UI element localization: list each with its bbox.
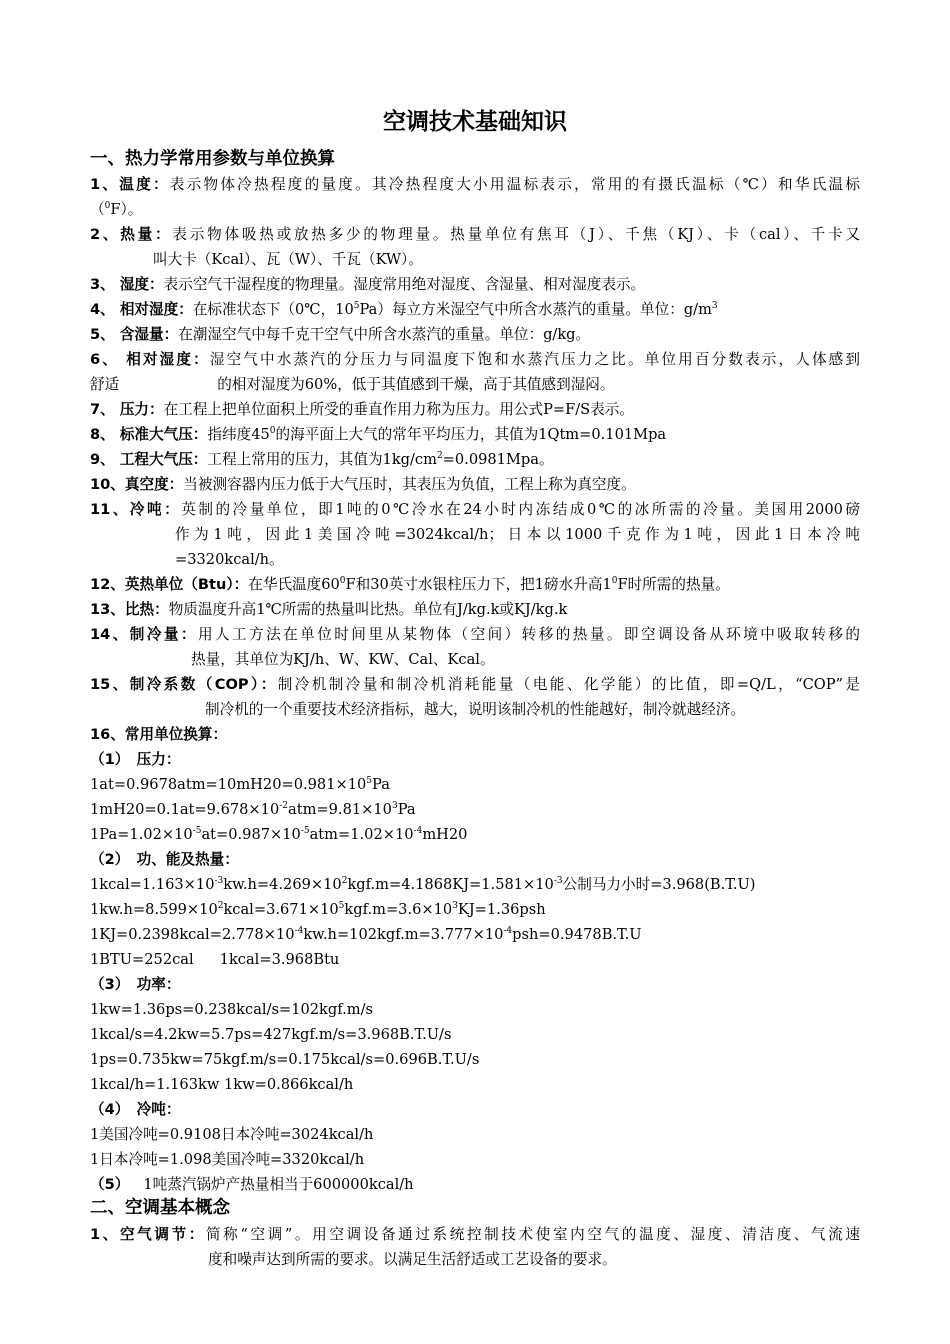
superscript: -2 (279, 801, 289, 811)
superscript: 5 (353, 301, 360, 311)
superscript: 5 (338, 901, 345, 911)
formula-line (90, 947, 860, 972)
item-relative-humidity-2-cont (90, 372, 860, 397)
item-cop-cont: 制冷机的一个重要技术经济指标，越大，说明该制冷机的性能越好，制冷就越经济。 (205, 701, 745, 718)
formula-line (90, 797, 860, 822)
cont-text: （ (90, 201, 105, 218)
item-text: F和30英寸水银柱压力下，把1磅水升高1 (345, 576, 612, 593)
item-label: 1、空气调节： (90, 1226, 206, 1243)
page-title: 空调技术基础知识 (383, 109, 567, 135)
superscript: -5 (192, 826, 202, 836)
formula-text: kgf.m=4.1868KJ=1.581×10 (347, 876, 554, 893)
formula-text: Pa (397, 801, 416, 818)
item-text: 表示物体冷热程度的量度。其冷热程度大小用温标表示，常用的有摄氏温标（℃）和华氏温标 (169, 176, 860, 193)
cont-text: 的相对湿度为60%，低于其值感到干燥，高于其值感到湿闷。 (217, 376, 615, 393)
superscript: 2 (436, 451, 443, 461)
item-text: F时所需的热量。 (617, 576, 730, 593)
formula-text: Pa (372, 776, 390, 793)
item-text: 在华氏温度60 (248, 576, 340, 593)
item-text: 湿空气中水蒸汽的分压力与同温度下饱和水蒸汽压力之比。单位用百分数表示，人体感到 (209, 351, 860, 368)
item-temperature-cont (90, 197, 860, 222)
item-refrigeration-ton-cont: 作为1吨，因此1美国冷吨=3024kcal/h；日本以1000千克作为1吨，因此1日本冷吨 (175, 526, 860, 543)
formula-text: at=0.987×10 (201, 826, 301, 843)
item-text: 物质温度升高1℃所需的热量叫比热。单位有J/kg.k或KJ/kg.k (168, 601, 568, 618)
formula-line (90, 872, 860, 897)
item-heat (90, 222, 860, 247)
superscript: -4 (294, 926, 304, 936)
formula-line: 1美国冷吨=0.9108日本冷吨=3024kcal/h (90, 1126, 374, 1143)
item-standard-atm (90, 422, 860, 447)
item-text: 的海平面上大气的常年平均压力，其值为1Qtm=0.101Mpa (275, 426, 667, 443)
item-label: 12、英热单位（Btu）： (90, 576, 249, 593)
formula-text: kcal=3.671×10 (223, 901, 339, 918)
item-refrigeration-ton (90, 497, 860, 522)
superscript: 5 (366, 776, 373, 786)
item-label: 6、 相对湿度： (90, 351, 210, 368)
formula-text: 1kcal=1.163×10 (90, 876, 215, 893)
item-air-conditioning-cont: 度和噪声达到所需的要求。以满足生活舒适或工艺设备的要求。 (208, 1251, 617, 1268)
formula-text: KJ=1.36psh (457, 901, 546, 918)
item-label: 8、 标准大气压： (90, 426, 208, 443)
item-text: 英制的冷量单位，即1吨的0℃冷水在24小时内冻结成0℃的冰所需的冷量。美国用2000磅 (181, 501, 861, 518)
formula-text: atm=1.02×10 (309, 826, 414, 843)
sub-heading-pressure: （1） 压力： (90, 751, 181, 768)
item-text: 在标准状态下（0℃，10 (192, 301, 354, 318)
formula-line: 1ps=0.735kw=75kgf.m/s=0.175kcal/s=0.696B.T.U/s (90, 1051, 480, 1068)
item-unit-conversion: 16、常用单位换算： (90, 726, 228, 743)
item-label: 14、制冷量： (90, 626, 198, 643)
item-specific-heat (90, 597, 860, 622)
item-cop (90, 672, 860, 697)
item-text: 制冷机制冷量和制冷机消耗能量（电能、化学能）的比值，即=Q/L，“COP”是 (277, 676, 860, 693)
item-vacuum (90, 472, 860, 497)
formula-text: 1kw.h=8.599×10 (90, 901, 218, 918)
superscript: 3 (391, 801, 398, 811)
section-heading-2: 二、空调基本概念 (90, 1198, 230, 1218)
formula-text: kw.h=4.269×10 (223, 876, 342, 893)
item-label: 5、 含湿量： (90, 326, 179, 343)
formula-text: kgf.m=3.6×10 (344, 901, 453, 918)
formula-text: atm=9.81×10 (288, 801, 392, 818)
formula-text: 1at=0.9678atm=10mH20=0.981×10 (90, 776, 367, 793)
formula-text: mH20 (422, 826, 468, 843)
formula-text: 1KJ=0.2398kcal=2.778×10 (90, 926, 295, 943)
item-refrigeration-ton-cont-2: =3320kcal/h。 (175, 551, 284, 568)
superscript: -4 (413, 826, 423, 836)
item-moisture-content (90, 322, 860, 347)
item-label: 1、温度： (90, 176, 170, 193)
formula-text: kw.h=102kgf.m=3.777×10 (303, 926, 504, 943)
item-text: 当被测容器内压力低于大气压时，其表压为负值，工程上称为真空度。 (183, 476, 636, 493)
formula-line: 1日本冷吨=1.098美国冷吨=3320kcal/h (90, 1151, 365, 1168)
item-label: 7、 压力： (90, 401, 164, 418)
formula-line (90, 922, 860, 947)
item-cooling-capacity (90, 622, 860, 647)
item-humidity (90, 272, 860, 297)
formula-line: 1kcal/h=1.163kw 1kw=0.866kcal/h (90, 1076, 354, 1093)
formula-text: 公制马力小时=3.968(B.T.U) (562, 876, 756, 893)
cont-text: F）。 (110, 201, 143, 218)
formula-text: 1kcal=3.968Btu (219, 951, 340, 968)
item-btu (90, 572, 860, 597)
item-label: 10、真空度： (90, 476, 184, 493)
superscript: 0 (269, 426, 276, 436)
superscript: 2 (341, 876, 348, 886)
item-air-conditioning (90, 1222, 860, 1247)
item-text: 工程上常用的压力，其值为1kg/cm (207, 451, 437, 468)
formula-line: 1kw=1.36ps=0.238kcal/s=102kgf.m/s (90, 1001, 374, 1018)
sub-heading-power: （3） 功率： (90, 976, 181, 993)
item-text: 表示物体吸热或放热多少的物理量。热量单位有焦耳（J）、千焦（KJ）、卡（cal）、千卡又 (172, 226, 861, 243)
item-label: 3、 湿度： (90, 276, 164, 293)
item-engineering-atm (90, 447, 860, 472)
formula-line: 1kcal/s=4.2kw=5.7ps=427kgf.m/s=3.968B.T.U/s (90, 1026, 452, 1043)
formula-line (90, 822, 860, 847)
cont-text: 舒适 (90, 376, 120, 393)
item-label: 11、冷吨： (90, 501, 182, 518)
item-relative-humidity (90, 297, 860, 322)
sub-heading-work: （2） 功、能及热量： (90, 851, 239, 868)
item-heat-cont: 叫大卡（Kcal）、瓦（W）、千瓦（KW）。 (153, 251, 423, 268)
item-text: 表示空气干湿程度的物理量。湿度常用绝对湿度、含湿量、相对湿度表示。 (163, 276, 646, 293)
item-label: 15、制冷系数（COP）： (90, 676, 278, 693)
item-text: =0.0981Mpa。 (442, 451, 554, 468)
formula-text: 1Pa=1.02×10 (90, 826, 193, 843)
item-text: 指纬度45 (207, 426, 270, 443)
superscript: 0 (104, 201, 111, 211)
superscript: 0 (611, 576, 618, 586)
formula-text: 1BTU=252cal (90, 951, 194, 968)
superscript: -4 (503, 926, 513, 936)
formula-text: psh=0.9478B.T.U (512, 926, 642, 943)
item-label: （5） (90, 1176, 130, 1193)
formula-line-boiler (90, 1172, 860, 1197)
item-relative-humidity-2 (90, 347, 860, 372)
item-temperature (90, 172, 860, 197)
superscript: 3 (711, 301, 718, 311)
superscript: 3 (452, 901, 458, 911)
formula-line (90, 772, 860, 797)
formula-text: 1mH20=0.1at=9.678×10 (90, 801, 280, 818)
superscript: 0 (339, 576, 346, 586)
item-pressure (90, 397, 860, 422)
item-text: 在工程上把单位面积上所受的垂直作用力称为压力。用公式P=F/S表示。 (163, 401, 634, 418)
item-label: 2、热量： (90, 226, 173, 243)
item-text: Pa）每立方米湿空气中所含水蒸汽的重量。单位：g/m (359, 301, 712, 318)
superscript: -3 (553, 876, 563, 886)
item-label: 9、 工程大气压： (90, 451, 208, 468)
section-heading-1: 一、热力学常用参数与单位换算 (90, 149, 335, 169)
item-text: 用人工方法在单位时间里从某物体（空间）转移的热量。即空调设备从环境中吸取转移的 (197, 626, 860, 643)
item-text: 在潮湿空气中每千克干空气中所含水蒸汽的重量。单位：g/kg。 (178, 326, 591, 343)
superscript: -3 (214, 876, 224, 886)
item-label: 4、 相对湿度： (90, 301, 193, 318)
formula-line (90, 897, 860, 922)
formula-text: 1吨蒸汽锅炉产热量相当于600000kcal/h (143, 1176, 414, 1193)
item-label: 13、比热： (90, 601, 169, 618)
superscript: 2 (217, 901, 224, 911)
item-text: 简称“空调”。用空调设备通过系统控制技术使室内空气的温度、湿度、清洁度、气流速 (205, 1226, 860, 1243)
sub-heading-tons: （4） 冷吨： (90, 1101, 181, 1118)
item-cooling-capacity-cont: 热量，其单位为KJ/h、W、KW、Cal、Kcal。 (191, 651, 495, 668)
superscript: -5 (300, 826, 310, 836)
